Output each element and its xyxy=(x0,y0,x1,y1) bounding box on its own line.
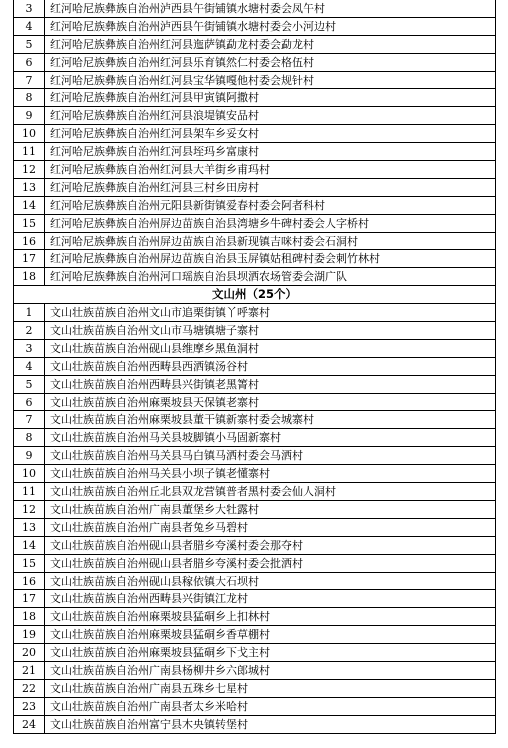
row-number: 9 xyxy=(14,447,45,464)
row-number: 3 xyxy=(14,340,45,357)
village-list-table xyxy=(13,0,496,734)
row-number: 10 xyxy=(14,125,45,142)
table-row xyxy=(14,0,495,18)
village-name: 红河哈尼族彝族自治州元阳县新街镇爱春村委会阿者科村 xyxy=(50,198,325,212)
village-name: 文山壮族苗族自治州丘北县双龙营镇普者黑村委会仙人洞村 xyxy=(50,485,336,499)
village-name: 文山壮族苗族自治州广南县董堡乡大牡露村 xyxy=(50,502,259,516)
row-number: 11 xyxy=(14,143,45,160)
village-name: 文山壮族苗族自治州麻栗坡县猛硐乡下戈主村 xyxy=(50,646,270,660)
row-number: 9 xyxy=(14,107,45,124)
row-number: 18 xyxy=(14,608,45,625)
village-name: 文山壮族苗族自治州文山市追栗街镇丫呼寨村 xyxy=(50,306,270,320)
row-number: 14 xyxy=(14,537,45,554)
row-number: 7 xyxy=(14,411,45,428)
row-number: 10 xyxy=(14,465,45,482)
row-number: 8 xyxy=(14,89,45,106)
section-title-wenshan: 文山州（25个） xyxy=(211,287,297,302)
table-row xyxy=(14,573,495,591)
row-number: 8 xyxy=(14,429,45,446)
table-row xyxy=(14,179,495,197)
row-number: 24 xyxy=(14,716,45,733)
village-name: 文山壮族苗族自治州麻栗坡县天保镇老寨村 xyxy=(50,395,259,409)
row-number: 7 xyxy=(14,72,45,89)
row-number: 15 xyxy=(14,215,45,232)
table-row xyxy=(14,36,495,54)
village-name: 红河哈尼族彝族自治州屏边苗族自治县湾塘乡牛碑村委会人字桥村 xyxy=(50,216,369,230)
table-row xyxy=(14,143,495,161)
village-name: 红河哈尼族彝族自治州红河县架车乡妥女村 xyxy=(50,127,259,141)
village-name: 文山壮族苗族自治州广南县五珠乡七星村 xyxy=(50,681,248,695)
table-row xyxy=(14,465,495,483)
village-name: 文山壮族苗族自治州麻栗坡县猛硐乡香草棚村 xyxy=(50,628,270,642)
table-row xyxy=(14,89,495,107)
table-row xyxy=(14,555,495,573)
table-row xyxy=(14,54,495,72)
row-number: 18 xyxy=(14,268,45,285)
row-number: 22 xyxy=(14,680,45,697)
table-row xyxy=(14,519,495,537)
section-header-row xyxy=(14,286,495,304)
row-number: 13 xyxy=(14,179,45,196)
table-row xyxy=(14,716,495,734)
village-name: 红河哈尼族彝族自治州红河县垤玛乡富康村 xyxy=(50,145,259,159)
village-name: 红河哈尼族彝族自治州红河县三村乡田房村 xyxy=(50,180,259,194)
row-number: 5 xyxy=(14,376,45,393)
village-name: 文山壮族苗族自治州砚山县者腊乡夸溪村委会批洒村 xyxy=(50,556,303,570)
table-row xyxy=(14,358,495,376)
village-name: 红河哈尼族彝族自治州红河县浪堤镇安品村 xyxy=(50,109,259,123)
table-row xyxy=(14,590,495,608)
row-number: 12 xyxy=(14,161,45,178)
table-row xyxy=(14,161,495,179)
row-number: 4 xyxy=(14,358,45,375)
village-name: 红河哈尼族彝族自治州屏边苗族自治县玉屏镇姑租碑村委会刺竹林村 xyxy=(50,252,380,266)
row-number: 16 xyxy=(14,573,45,590)
village-name: 红河哈尼族彝族自治州红河县宝华镇嘎他村委会规针村 xyxy=(50,73,314,87)
row-number: 5 xyxy=(14,36,45,53)
village-name: 红河哈尼族彝族自治州红河县大羊街乡甫玛村 xyxy=(50,163,270,177)
village-name: 文山壮族苗族自治州富宁县木央镇转堡村 xyxy=(50,717,248,731)
row-number: 12 xyxy=(14,501,45,518)
row-number: 15 xyxy=(14,555,45,572)
table-row xyxy=(14,376,495,394)
table-row xyxy=(14,107,495,125)
village-name: 文山壮族苗族自治州马关县小坝子镇老懂寨村 xyxy=(50,467,270,481)
village-name: 红河哈尼族彝族自治州河口瑶族自治县坝洒农场管委会湖广队 xyxy=(50,270,347,284)
row-number: 19 xyxy=(14,626,45,643)
table-row xyxy=(14,608,495,626)
table-row xyxy=(14,429,495,447)
row-number: 16 xyxy=(14,233,45,250)
village-name: 文山壮族苗族自治州马关县马白镇马洒村委会马洒村 xyxy=(50,449,303,463)
row-number: 4 xyxy=(14,18,45,35)
village-name: 文山壮族苗族自治州麻栗坡县董干镇新寨村委会城寨村 xyxy=(50,413,314,427)
village-name: 红河哈尼族彝族自治州红河县迤萨镇勐龙村委会勐龙村 xyxy=(50,37,314,51)
row-number: 13 xyxy=(14,519,45,536)
table-row xyxy=(14,483,495,501)
table-row xyxy=(14,537,495,555)
table-row xyxy=(14,662,495,680)
village-name: 红河哈尼族彝族自治州红河县乐育镇然仁村委会格伍村 xyxy=(50,55,314,69)
table-row xyxy=(14,215,495,233)
table-row xyxy=(14,394,495,412)
table-row xyxy=(14,72,495,90)
table-row xyxy=(14,340,495,358)
row-number: 1 xyxy=(14,304,45,321)
row-number: 17 xyxy=(14,590,45,607)
table-row xyxy=(14,322,495,340)
table-row xyxy=(14,18,495,36)
village-name: 红河哈尼族彝族自治州泸西县午街铺镇水塘村委会小河边村 xyxy=(50,19,336,33)
table-row xyxy=(14,680,495,698)
village-name: 文山壮族苗族自治州广南县者兔乡马碧村 xyxy=(50,520,248,534)
village-name: 文山壮族苗族自治州广南县者太乡米哈村 xyxy=(50,699,248,713)
village-name: 红河哈尼族彝族自治州屏边苗族自治县新现镇吉咪村委会石洞村 xyxy=(50,234,358,248)
table-row xyxy=(14,626,495,644)
row-number: 14 xyxy=(14,197,45,214)
village-name: 文山壮族苗族自治州西畴县西洒镇汤谷村 xyxy=(50,359,248,373)
village-name: 文山壮族苗族自治州砚山县维摩乡黑鱼洞村 xyxy=(50,341,259,355)
table-row xyxy=(14,268,495,286)
table-row xyxy=(14,304,495,322)
table-row xyxy=(14,250,495,268)
table-row xyxy=(14,644,495,662)
row-number: 23 xyxy=(14,698,45,715)
village-name: 文山壮族苗族自治州文山市马塘镇塘子寨村 xyxy=(50,324,259,338)
village-name: 文山壮族苗族自治州西畴县兴街镇江龙村 xyxy=(50,592,248,606)
village-name: 文山壮族苗族自治州广南县杨柳井乡六郎城村 xyxy=(50,663,270,677)
village-name: 文山壮族苗族自治州马关县坡脚镇小马固新寨村 xyxy=(50,431,281,445)
table-row xyxy=(14,197,495,215)
village-name: 文山壮族苗族自治州砚山县稼依镇大石坝村 xyxy=(50,574,259,588)
row-number: 21 xyxy=(14,662,45,679)
row-number: 6 xyxy=(14,54,45,71)
table-row xyxy=(14,698,495,716)
row-number: 3 xyxy=(14,0,45,17)
table-row xyxy=(14,233,495,251)
table-row xyxy=(14,125,495,143)
village-name: 红河哈尼族彝族自治州红河县甲寅镇阿撒村 xyxy=(50,91,259,105)
table-row xyxy=(14,501,495,519)
wenshan-section-rows xyxy=(14,304,495,733)
row-number: 17 xyxy=(14,250,45,267)
table-row xyxy=(14,411,495,429)
row-number: 20 xyxy=(14,644,45,661)
table-row xyxy=(14,447,495,465)
village-name: 文山壮族苗族自治州西畴县兴街镇老黑箐村 xyxy=(50,377,259,391)
village-name: 红河哈尼族彝族自治州泸西县午街铺镇水塘村委会凤午村 xyxy=(50,2,325,15)
village-name: 文山壮族苗族自治州砚山县者腊乡夸溪村委会那夺村 xyxy=(50,538,303,552)
row-number: 2 xyxy=(14,322,45,339)
village-name: 文山壮族苗族自治州麻栗坡县猛硐乡上扣林村 xyxy=(50,610,270,624)
row-number: 6 xyxy=(14,394,45,411)
honghe-section-rows xyxy=(14,0,495,286)
row-number: 11 xyxy=(14,483,45,500)
